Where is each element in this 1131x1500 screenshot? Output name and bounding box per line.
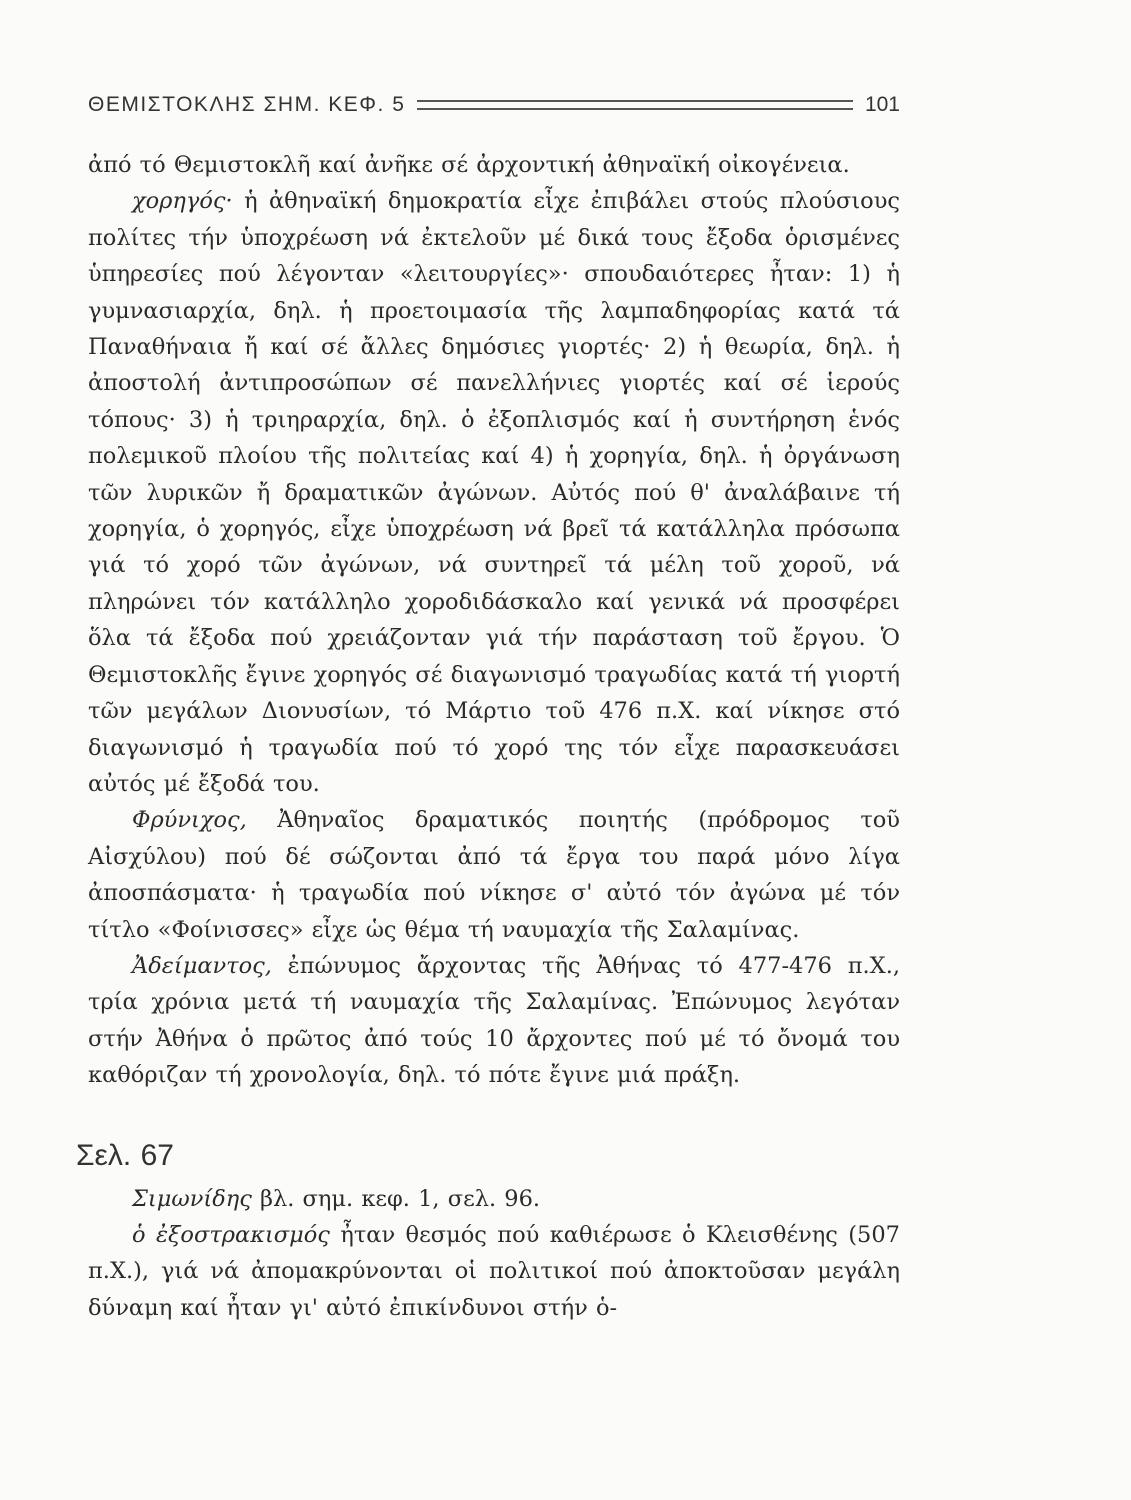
note-term: Ἀδείμαντος,	[132, 952, 272, 979]
note-text: ἐπώνυμος ἄρχοντας τῆς Ἀθήνας τό 477-476 π.Χ., τρία χρόνια μετά τή ναυμαχία τῆς Σαλαμίνας. Ἐπώνυμος λεγόταν στήν Ἀθήνα ὁ πρῶτος ἀπό τούς 10 ἄρχοντες πού μέ τό ὄνομά του καθόριζαν τή χρονολογία, δηλ. τό πότε ἔγινε μιά πράξη.	[88, 952, 900, 1089]
note-simonides	[88, 1181, 900, 1217]
section-heading: Σελ. 67	[76, 1138, 174, 1172]
running-header	[88, 88, 900, 122]
note-text: ἡ ἀθηναϊκή δημοκρατία εἶχε ἐπιβάλει στούς πλούσιους πολίτες τήν ὑποχρέωση νά ἐκτελοῦν μέ δικά τους ἔξοδα ὁρισμένες ὑπηρεσίες πού λέγονταν «λειτουργίες»· σπουδαιότερες ἦταν: 1) ἡ γυμνασιαρχία, δηλ. ἡ προετοιμασία τῆς λαμπαδηφορίας κατά τά Παναθήναια ἤ καί σέ ἄλλες δημόσιες γιορτές· 2) ἡ θεωρία, δηλ. ἡ ἀποστολή ἀντιπροσώπων σέ πανελλήνιες γιορτές καί σέ ἱερούς τόπους· 3) ἡ τριηραρχία, δηλ. ὁ ἐξοπλισμός καί ἡ συντήρηση ἑνός πολεμικοῦ πλοίου τῆς πολιτείας καί 4) ἡ χορηγία, δηλ. ἡ ὀργάνωση τῶν λυρικῶν ἤ δραματικῶν ἀγώνων. Αὐτός πού θ' ἀναλάβαινε τή χορηγία, ὁ χορηγός, εἶχε ὑποχρέωση νά βρεῖ τά κατάλληλα πρόσωπα γιά τό χορό τῶν ἀγώνων, νά συντηρεῖ τά μέλη τοῦ χοροῦ, νά πληρώνει τόν κατάλληλο χοροδιδάσκαλο καί γενικά νά προσφέρει ὅλα τά ἔξοδα πού χρειάζονταν γιά τήν παράσταση τοῦ ἔργου. Ὁ Θεμιστοκλῆς ἔγινε χορηγός σέ διαγωνισμό τραγωδίας κατά τή γιορτή τῶν μεγάλων Διονυσίων, τό Μάρτιο τοῦ 476 π.Χ. καί νίκησε στό διαγωνισμό ἡ τραγωδία πού τό χορό της τόν εἶχε παρασκευάσει αὐτός μέ ἔξοδά του.	[88, 188, 900, 797]
note-term: χορηγός·	[132, 188, 233, 215]
page-body	[76, 147, 900, 1326]
paragraph-continuation	[88, 147, 900, 183]
paragraph-text: ἀπό τό Θεμιστοκλῆ καί ἀνῆκε σέ ἀρχοντική ἀθηναϊκή οἰκογένεια.	[88, 152, 850, 178]
note-phrynichos	[88, 802, 900, 948]
note-term: ὁ ἐξοστρακισμός	[132, 1221, 330, 1248]
header-double-rule	[417, 100, 853, 110]
note-adeimantos	[88, 948, 900, 1094]
note-text: Ἀθηναῖος δραματικός ποιητής (πρόδρομος τοῦ Αἰσχύλου) πού δέ σώζονται ἀπό τά ἔργα του παρά μόνο λίγα ἀποσπάσματα· ἡ τραγωδία πού νίκησε σ' αὐτό τόν ἀγώνα μέ τόν τίτλο «Φοίνισσες» εἶχε ὡς θέμα τή ναυμαχία τῆς Σαλαμίνας.	[88, 807, 900, 943]
note-choregos	[88, 183, 900, 802]
note-text: ἦταν θεσμός πού καθιέρωσε ὁ Κλεισθένης (507 π.Χ.), γιά νά ἀπομακρύνονται οἱ πολιτικοί πού ἀποκτοῦσαν μεγάλη δύναμη καί ἦταν γι' αὐτό ἐπικίνδυνοι στήν ὁ-	[88, 1221, 900, 1321]
note-text: βλ. σημ. κεφ. 1, σελ. 96.	[251, 1185, 541, 1212]
note-term: Φρύνιχος,	[132, 807, 247, 834]
note-ostracism	[88, 1217, 900, 1326]
page-number: 101	[864, 93, 900, 116]
header-title: ΘΕΜΙΣΤΟΚΛΗΣ ΣΗΜ. ΚΕΦ. 5	[88, 93, 406, 116]
note-term: Σιμωνίδης	[132, 1185, 252, 1212]
